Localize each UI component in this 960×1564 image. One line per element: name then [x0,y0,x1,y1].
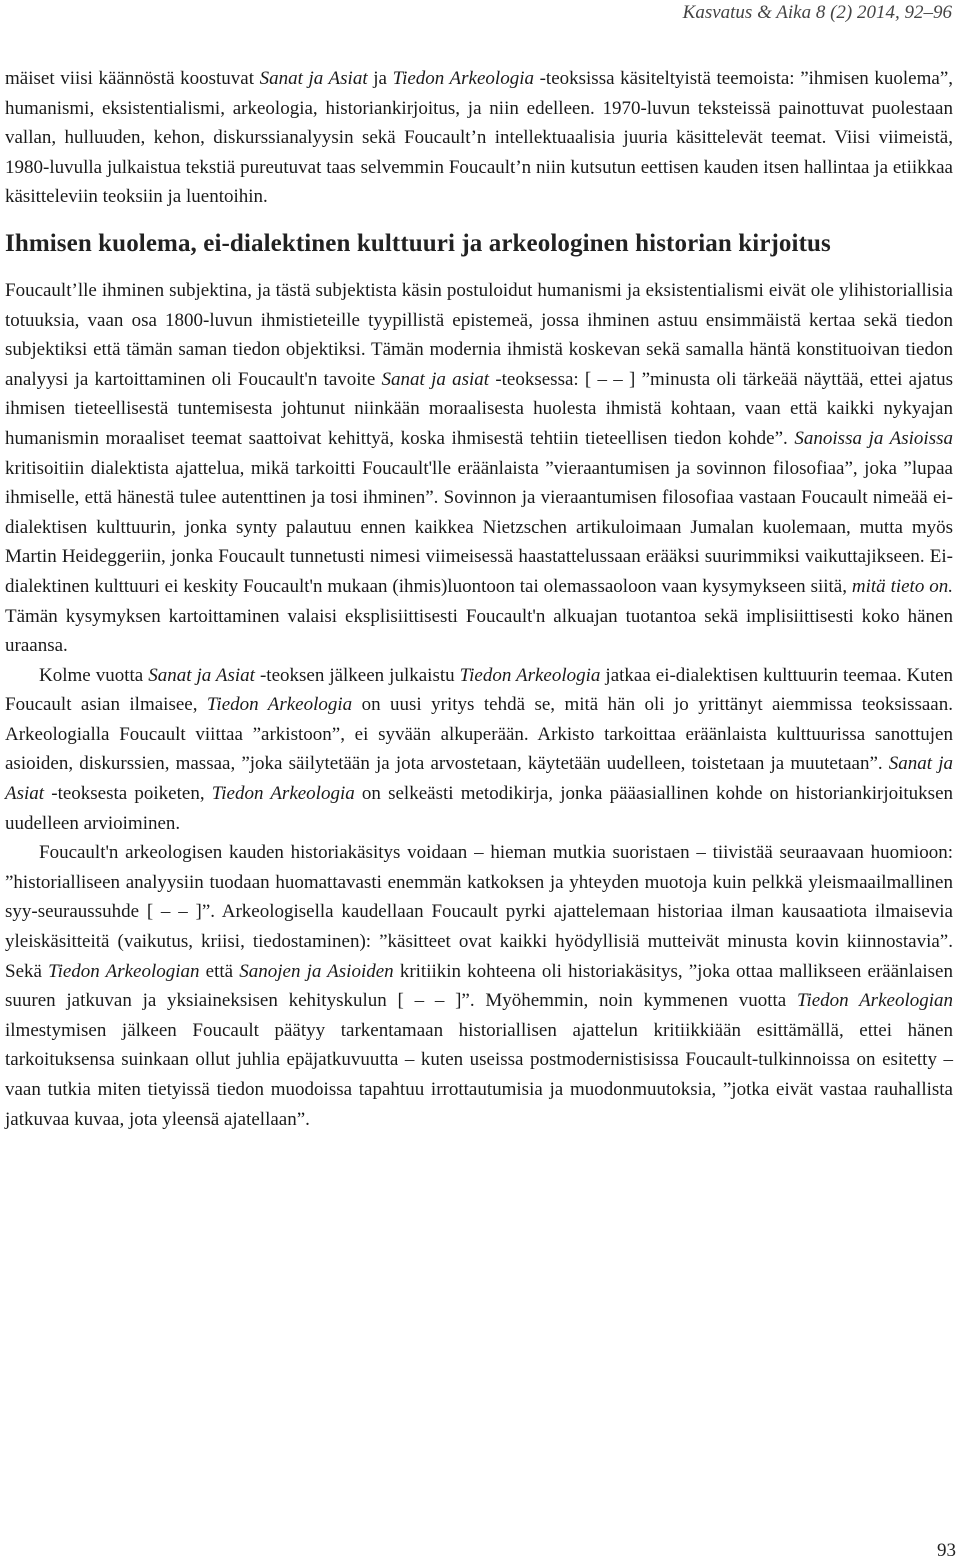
italic-title: Tiedon Arkeologia [392,68,534,89]
italic-title: Sanojen ja Asioiden [239,960,394,982]
text-run: -teoksen jälkeen julkaistu [254,664,460,686]
section-title: Ihmisen kuolema, ei-dialektinen kulttuuri ja arkeologinen historian kirjoitus [5,229,831,257]
italic-title: Tiedon Arkeologia [211,783,355,805]
italic-title: Sanoissa ja Asioissa [794,427,953,449]
page-number: 93 [937,1540,956,1561]
italic-title: Sanat ja asiat [381,368,490,390]
italic-title: Tiedon Arkeologia [206,694,353,716]
text-run: Foucault’lle ihminen subjektina, ja tästä subjektista käsin postuloidut humanismi ja eksistentialismi eivät ole ylihistoriallisia totuuksia, vaan osa 1800-luvun ihmistieteille tyypillistä epistemeä, jossa ihminen astuu ensimmäistä kertaa sekä tiedon subjektiksi että tämän saman tiedon objektiksi. Tämän modernia ihmistä koskevan sekä samalla häntä konstituoivan tiedon analyysi ja kartoittaminen oli Foucault'n tavoite [5,279,953,390]
text-run: jatkaa ei-dialektisen kulttuurin teemaa. Kuten Foucault asian ilmaisee, [5,664,954,716]
italic-title: Sanat ja Asiat [259,68,368,89]
italic-title: Tiedon Arkeologian [796,990,953,1012]
text-run: kritiikin kohteena oli historiakäsitys, ”joka ottaa mallikseen eräänlaisen suuren jatkuvan ja yksiaineksisen kehityskulun [ – – ]”. Myöhemmin, noin kymmenen vuotta [5,960,953,1012]
paragraph [5,276,953,661]
paragraph [5,661,953,839]
paragraph [5,838,953,1134]
text-run: kritisoitiin dialektista ajattelua, mikä tarkoitti Foucault'lle eräänlaista ”vieraantumisen ja sovinnon filosofiaa”, joka ”lupaa ihmiselle, että hänestä tulee autenttinen ja tosi ihminen”. Sovinnon ja vieraantumisen filosofiaa vastaan Foucault nimeää ei-dialektisen kulttuurin, jonka synty palautuu ennen kaikkea Nietzschen artikuloimaan Jumalan kuolemaan, mutta myös Martin Heideggeriin, jonka Foucault tunnetusti nimesi viimeisessä haastattelussaan erääksi suurimmiksi vaikuttajikseen. Ei-dialektinen kulttuuri ei keskity Foucault'n mukaan (ihmis)luontoon tai olemassaoloon vaan kysymykseen siitä, [5,457,953,597]
text-run: että [199,960,240,982]
text-run: Tämän kysymyksen kartoittaminen valaisi eksplisiittisesti Foucault'n alkuajan tuotantoa sekä implisiittisesti koko hänen uraansa. [5,605,953,657]
italic-title: mitä tieto on. [851,575,953,597]
page-body [5,64,953,1134]
italic-title: Tiedon Arkeologian [48,960,200,982]
text-run: on uusi yritys tehdä se, mitä hän oli jo yrittänyt aiemmissa teoksissaan. Arkeologialla Foucault viittaa ”arkistoon”, ei syvään alkuperään. Arkisto tarkoittaa eräänlaista kulttuurissa sanottujen asioiden, diskurssien, massaa, ”joka säilytetään ja jota arvostetaan, käytetään uudelleen, toistetaan ja muutetaan”. [5,694,953,775]
text-run: -teoksissa käsiteltyistä teemoista: ”ihmisen kuolema”, humanismi, eksistentialismi, arkeologia, historiankirjoitus, ja niin edelleen. 1970-luvun teksteissä painottuvat puolestaan vallan, hulluuden, kehon, diskurssianalyysin sekä Foucault’n intellektuaalisia juuria käsittelevät teemat. Viisi viimeistä, 1980-luvulla julkaistua tekstiä pureutuvat taas selvemmin Foucault’n niin kutsutun eettisen kauden itsen hallintaa ja etiikkaa käsitteleviin teoksiin ja luentoihin. [5,68,954,208]
running-header: Kasvatus & Aika 8 (2) 2014, 92–96 [682,2,952,23]
italic-title: Tiedon Arkeologia [459,664,601,686]
text-run: -teoksesta poiketen, [44,783,212,805]
text-run: ilmestymisen jälkeen Foucault päätyy tarkentamaan historiallisen ajattelun kritiikkiään esittämällä, ettei hänen tarkoituksensa suinkaan ollut juhlia epäjatkuvuutta – kuten useissa postmodernistisissa Foucault-tulkinnoissa on esitetty – vaan tutkia miten tietyissä tiedon muodoissa tapahtuu irrottautumisia ja muodonmuutoksia, ”jotka eivät vastaa rauhallista jatkuvaa kuvaa, jota yleensä ajatellaan”. [5,1019,953,1130]
italic-title: Sanat ja Asiat [148,664,255,686]
text-run: Kolme vuotta [39,664,149,686]
paragraph-intro [5,64,953,212]
text-run: on selkeästi metodikirja, jonka pääasiallinen kohde on historiankirjoituksen uudelleen arvioiminen. [5,783,954,834]
text-run: -teoksessa: [ – – ] ”minusta oli tärkeää näyttää, ettei ajatus ihmisen tieteellisestä tuntemisesta johtunut niinkään moraalisesta huolesta ihmistä kohtaan, vaan että kaikki nykyajan humanismin moraaliset teemat saattoivat kehittyä, koska ihmisestä tehtiin tieteellisen tiedon kohde”. [5,368,953,449]
text-run: mäiset viisi käännöstä koostuvat [5,68,260,89]
text-run: Foucault'n arkeologisen kauden historiakäsitys voidaan – hieman mutkia suoristaen – tiivistää seuraavaan huomioon: ”historialliseen analyysiin tuodaan huomattavasti enemmän katkoksen ja yhteyden muotoja kuin pelkkä yleismaailmallinen syy-seuraussuhde [ – – ]”. Arkeologisella kaudellaan Foucault pyrki ajattelemaan historiaa ilman kausaatiota ilmaisevia yleiskäsitteitä (vaikutus, kriisi, tiedostaminen): ”käsitteet ovat kaikki hyödyllisiä mutteivät minusta kovin kiinnostavia”. Sekä [5,842,953,982]
italic-title: Sanat ja Asiat [5,753,953,805]
text-run: ja [367,68,393,89]
